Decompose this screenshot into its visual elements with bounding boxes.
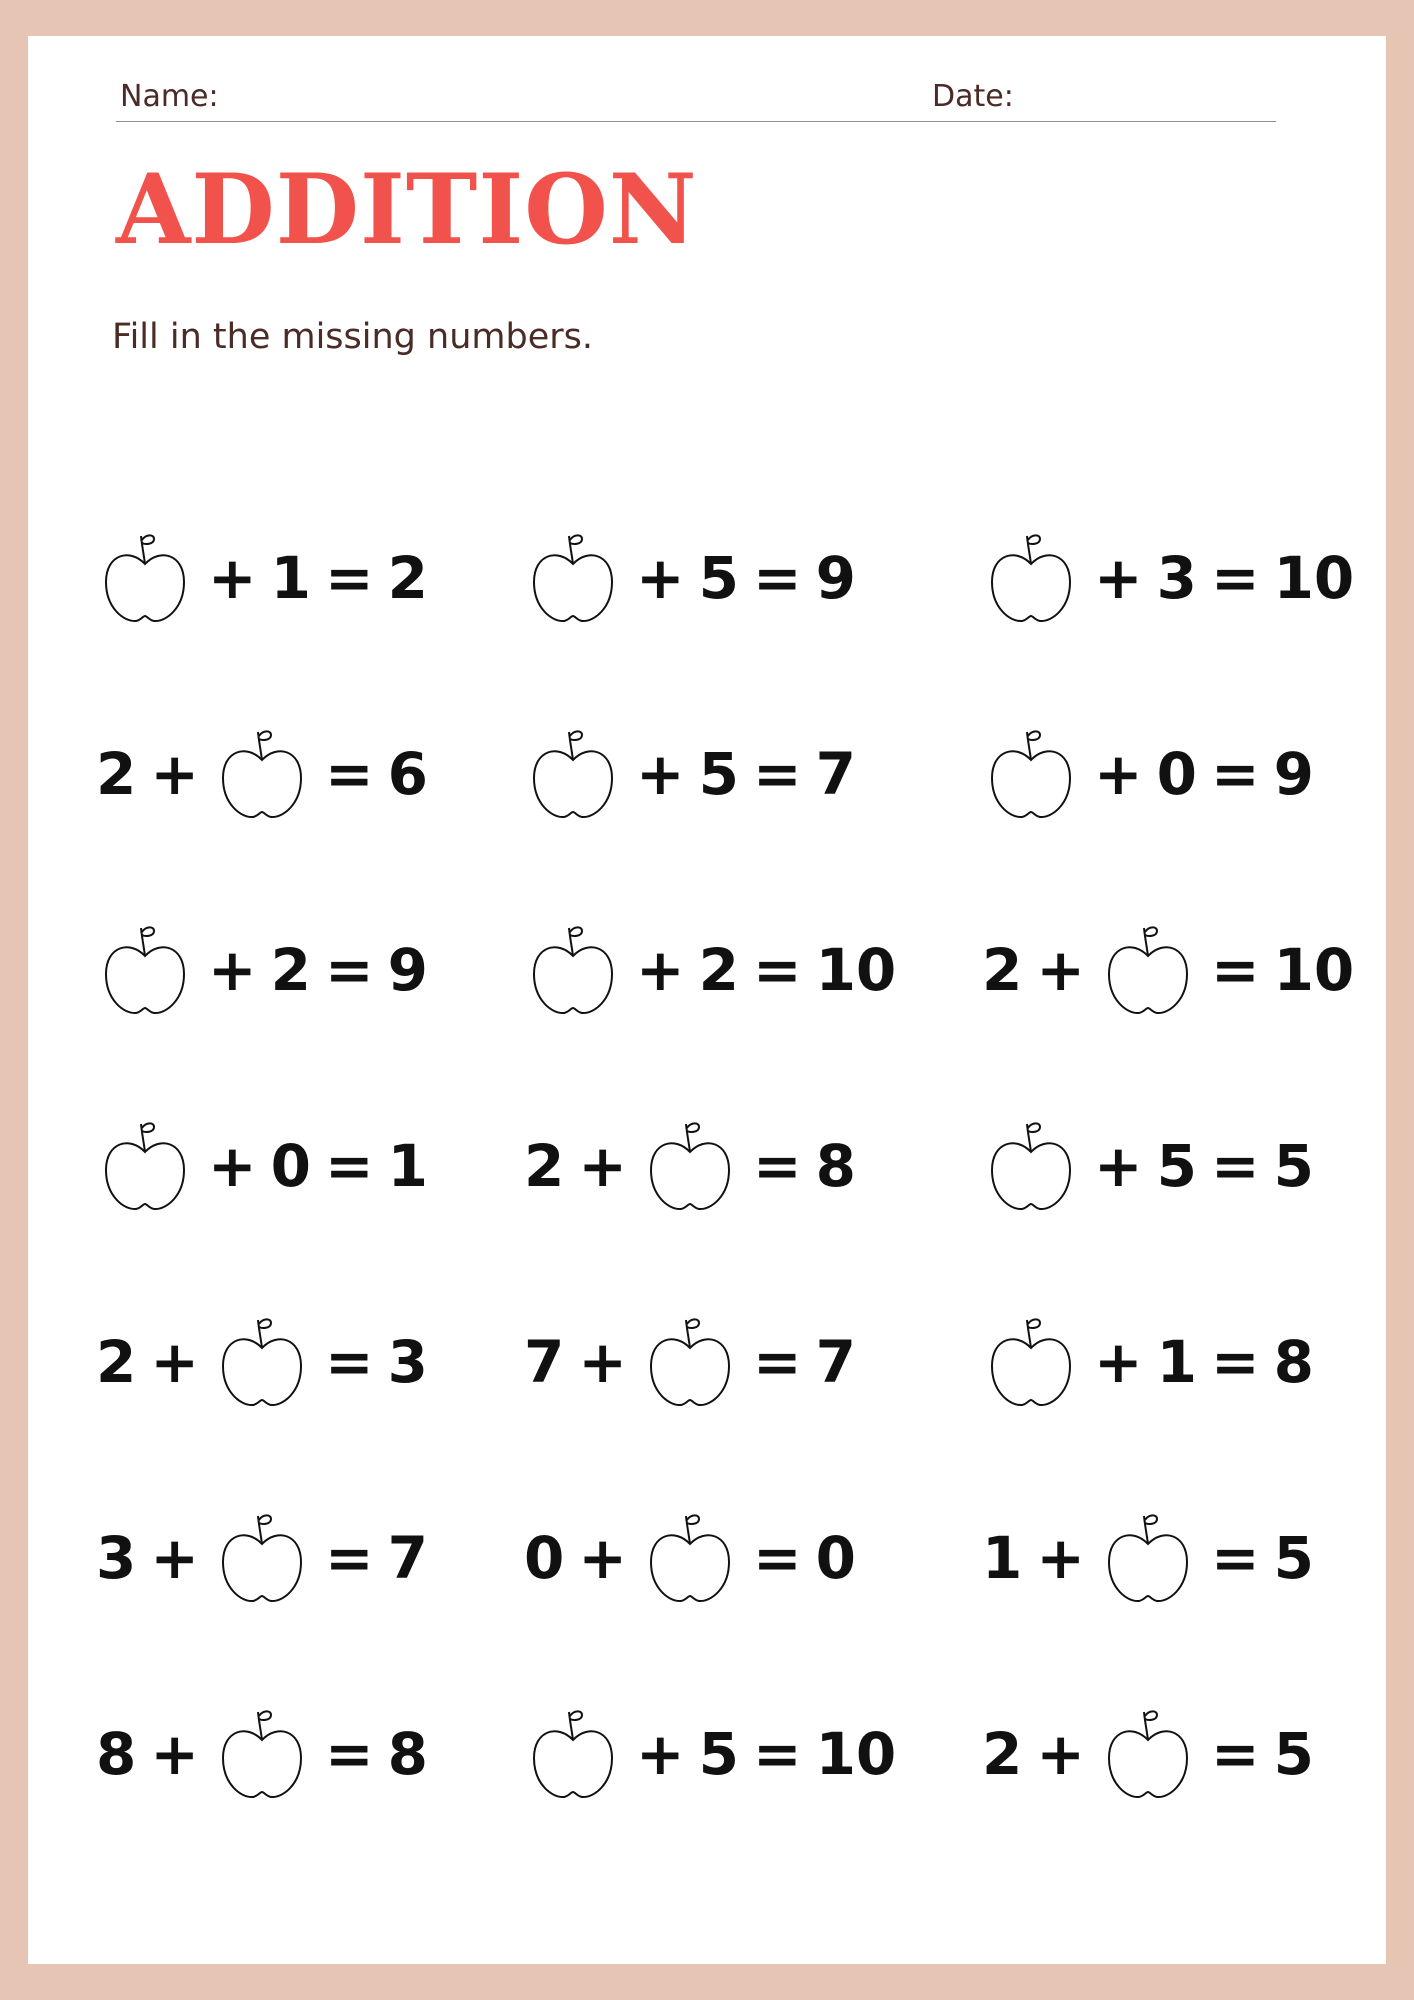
- number: 7: [387, 1524, 428, 1592]
- apple-icon[interactable]: [1103, 1706, 1193, 1802]
- equals-sign: =: [752, 936, 802, 1004]
- equals-sign: =: [324, 1132, 374, 1200]
- number: 10: [1273, 936, 1355, 1004]
- equals-sign: =: [1210, 1132, 1260, 1200]
- number: 7: [524, 1328, 565, 1396]
- number: 2: [96, 1328, 137, 1396]
- problem-1: [94, 530, 430, 626]
- instructions-text: Fill in the missing numbers.: [112, 317, 593, 357]
- equals-sign: =: [324, 936, 374, 1004]
- number: 8: [1273, 1328, 1314, 1396]
- apple-icon[interactable]: [645, 1314, 735, 1410]
- apple-icon[interactable]: [528, 530, 618, 626]
- apple-icon[interactable]: [217, 726, 307, 822]
- number: 5: [1273, 1720, 1314, 1788]
- problem-2: [522, 530, 858, 626]
- date-label: Date:: [932, 79, 1014, 114]
- number: 0: [524, 1524, 565, 1592]
- apple-icon[interactable]: [1103, 922, 1193, 1018]
- number: 3: [1156, 544, 1197, 612]
- equals-sign: =: [752, 740, 802, 808]
- number: 0: [1156, 740, 1197, 808]
- apple-icon[interactable]: [100, 530, 190, 626]
- number: 10: [1273, 544, 1355, 612]
- plus-sign: +: [1094, 740, 1143, 808]
- apple-icon[interactable]: [986, 1118, 1076, 1214]
- equals-sign: =: [324, 1720, 374, 1788]
- number: 1: [387, 1132, 428, 1200]
- plus-sign: +: [208, 544, 257, 612]
- name-label: Name:: [120, 79, 219, 114]
- plus-sign: +: [1094, 544, 1143, 612]
- number: 9: [387, 936, 428, 1004]
- number: 9: [815, 544, 856, 612]
- apple-icon[interactable]: [217, 1706, 307, 1802]
- plus-sign: +: [208, 936, 257, 1004]
- number: 3: [387, 1328, 428, 1396]
- number: 2: [96, 740, 137, 808]
- number: 1: [1156, 1328, 1197, 1396]
- equals-sign: =: [324, 544, 374, 612]
- worksheet-title: ADDITION: [116, 153, 698, 266]
- problem-11: [522, 1118, 858, 1214]
- apple-icon[interactable]: [528, 1706, 618, 1802]
- equals-sign: =: [1210, 1328, 1260, 1396]
- problem-17: [522, 1510, 858, 1606]
- apple-icon[interactable]: [217, 1510, 307, 1606]
- number: 2: [524, 1132, 565, 1200]
- plus-sign: +: [150, 1720, 199, 1788]
- number: 2: [982, 936, 1023, 1004]
- plus-sign: +: [1036, 1720, 1085, 1788]
- number: 5: [698, 740, 739, 808]
- apple-icon[interactable]: [986, 726, 1076, 822]
- apple-icon[interactable]: [986, 530, 1076, 626]
- problem-19: [94, 1706, 430, 1802]
- number: 2: [270, 936, 311, 1004]
- number: 8: [387, 1720, 428, 1788]
- plus-sign: +: [636, 1720, 685, 1788]
- plus-sign: +: [150, 1328, 199, 1396]
- equals-sign: =: [1210, 544, 1260, 612]
- plus-sign: +: [150, 740, 199, 808]
- number: 10: [815, 1720, 897, 1788]
- plus-sign: +: [1094, 1132, 1143, 1200]
- equals-sign: =: [1210, 740, 1260, 808]
- problem-8: [522, 922, 898, 1018]
- apple-icon[interactable]: [528, 922, 618, 1018]
- apple-icon[interactable]: [986, 1314, 1076, 1410]
- apple-icon[interactable]: [100, 922, 190, 1018]
- equals-sign: =: [752, 1328, 802, 1396]
- plus-sign: +: [578, 1524, 627, 1592]
- apple-icon[interactable]: [528, 726, 618, 822]
- number: 1: [982, 1524, 1023, 1592]
- plus-sign: +: [578, 1132, 627, 1200]
- equals-sign: =: [1210, 1720, 1260, 1788]
- number: 5: [1273, 1132, 1314, 1200]
- equals-sign: =: [1210, 1524, 1260, 1592]
- number: 1: [270, 544, 311, 612]
- equals-sign: =: [752, 544, 802, 612]
- number: 6: [387, 740, 428, 808]
- problem-18: [980, 1510, 1316, 1606]
- number: 0: [815, 1524, 856, 1592]
- apple-icon[interactable]: [645, 1118, 735, 1214]
- number: 5: [1156, 1132, 1197, 1200]
- number: 2: [387, 544, 428, 612]
- number: 9: [1273, 740, 1314, 808]
- problem-14: [522, 1314, 858, 1410]
- problem-10: [94, 1118, 430, 1214]
- equals-sign: =: [752, 1132, 802, 1200]
- number: 7: [815, 740, 856, 808]
- number: 8: [96, 1720, 137, 1788]
- equals-sign: =: [752, 1720, 802, 1788]
- number: 5: [698, 1720, 739, 1788]
- equals-sign: =: [324, 740, 374, 808]
- problem-6: [980, 726, 1316, 822]
- number: 7: [815, 1328, 856, 1396]
- equals-sign: =: [324, 1328, 374, 1396]
- plus-sign: +: [1036, 936, 1085, 1004]
- plus-sign: +: [208, 1132, 257, 1200]
- number: 10: [815, 936, 897, 1004]
- number: 2: [698, 936, 739, 1004]
- number: 0: [270, 1132, 311, 1200]
- plus-sign: +: [636, 740, 685, 808]
- problem-3: [980, 530, 1356, 626]
- problem-7: [94, 922, 430, 1018]
- plus-sign: +: [636, 936, 685, 1004]
- apple-icon[interactable]: [100, 1118, 190, 1214]
- number: 8: [815, 1132, 856, 1200]
- apple-icon[interactable]: [645, 1510, 735, 1606]
- problem-15: [980, 1314, 1316, 1410]
- problem-16: [94, 1510, 430, 1606]
- equals-sign: =: [1210, 936, 1260, 1004]
- apple-icon[interactable]: [1103, 1510, 1193, 1606]
- problem-4: [94, 726, 430, 822]
- apple-icon[interactable]: [217, 1314, 307, 1410]
- plus-sign: +: [578, 1328, 627, 1396]
- equals-sign: =: [752, 1524, 802, 1592]
- problem-20: [522, 1706, 898, 1802]
- number: 5: [1273, 1524, 1314, 1592]
- number: 3: [96, 1524, 137, 1592]
- equals-sign: =: [324, 1524, 374, 1592]
- problem-21: [980, 1706, 1316, 1802]
- problem-5: [522, 726, 858, 822]
- problem-9: [980, 922, 1356, 1018]
- plus-sign: +: [1094, 1328, 1143, 1396]
- plus-sign: +: [1036, 1524, 1085, 1592]
- number: 5: [698, 544, 739, 612]
- problem-13: [94, 1314, 430, 1410]
- plus-sign: +: [636, 544, 685, 612]
- name-date-line: [116, 121, 1276, 122]
- plus-sign: +: [150, 1524, 199, 1592]
- number: 2: [982, 1720, 1023, 1788]
- problem-12: [980, 1118, 1316, 1214]
